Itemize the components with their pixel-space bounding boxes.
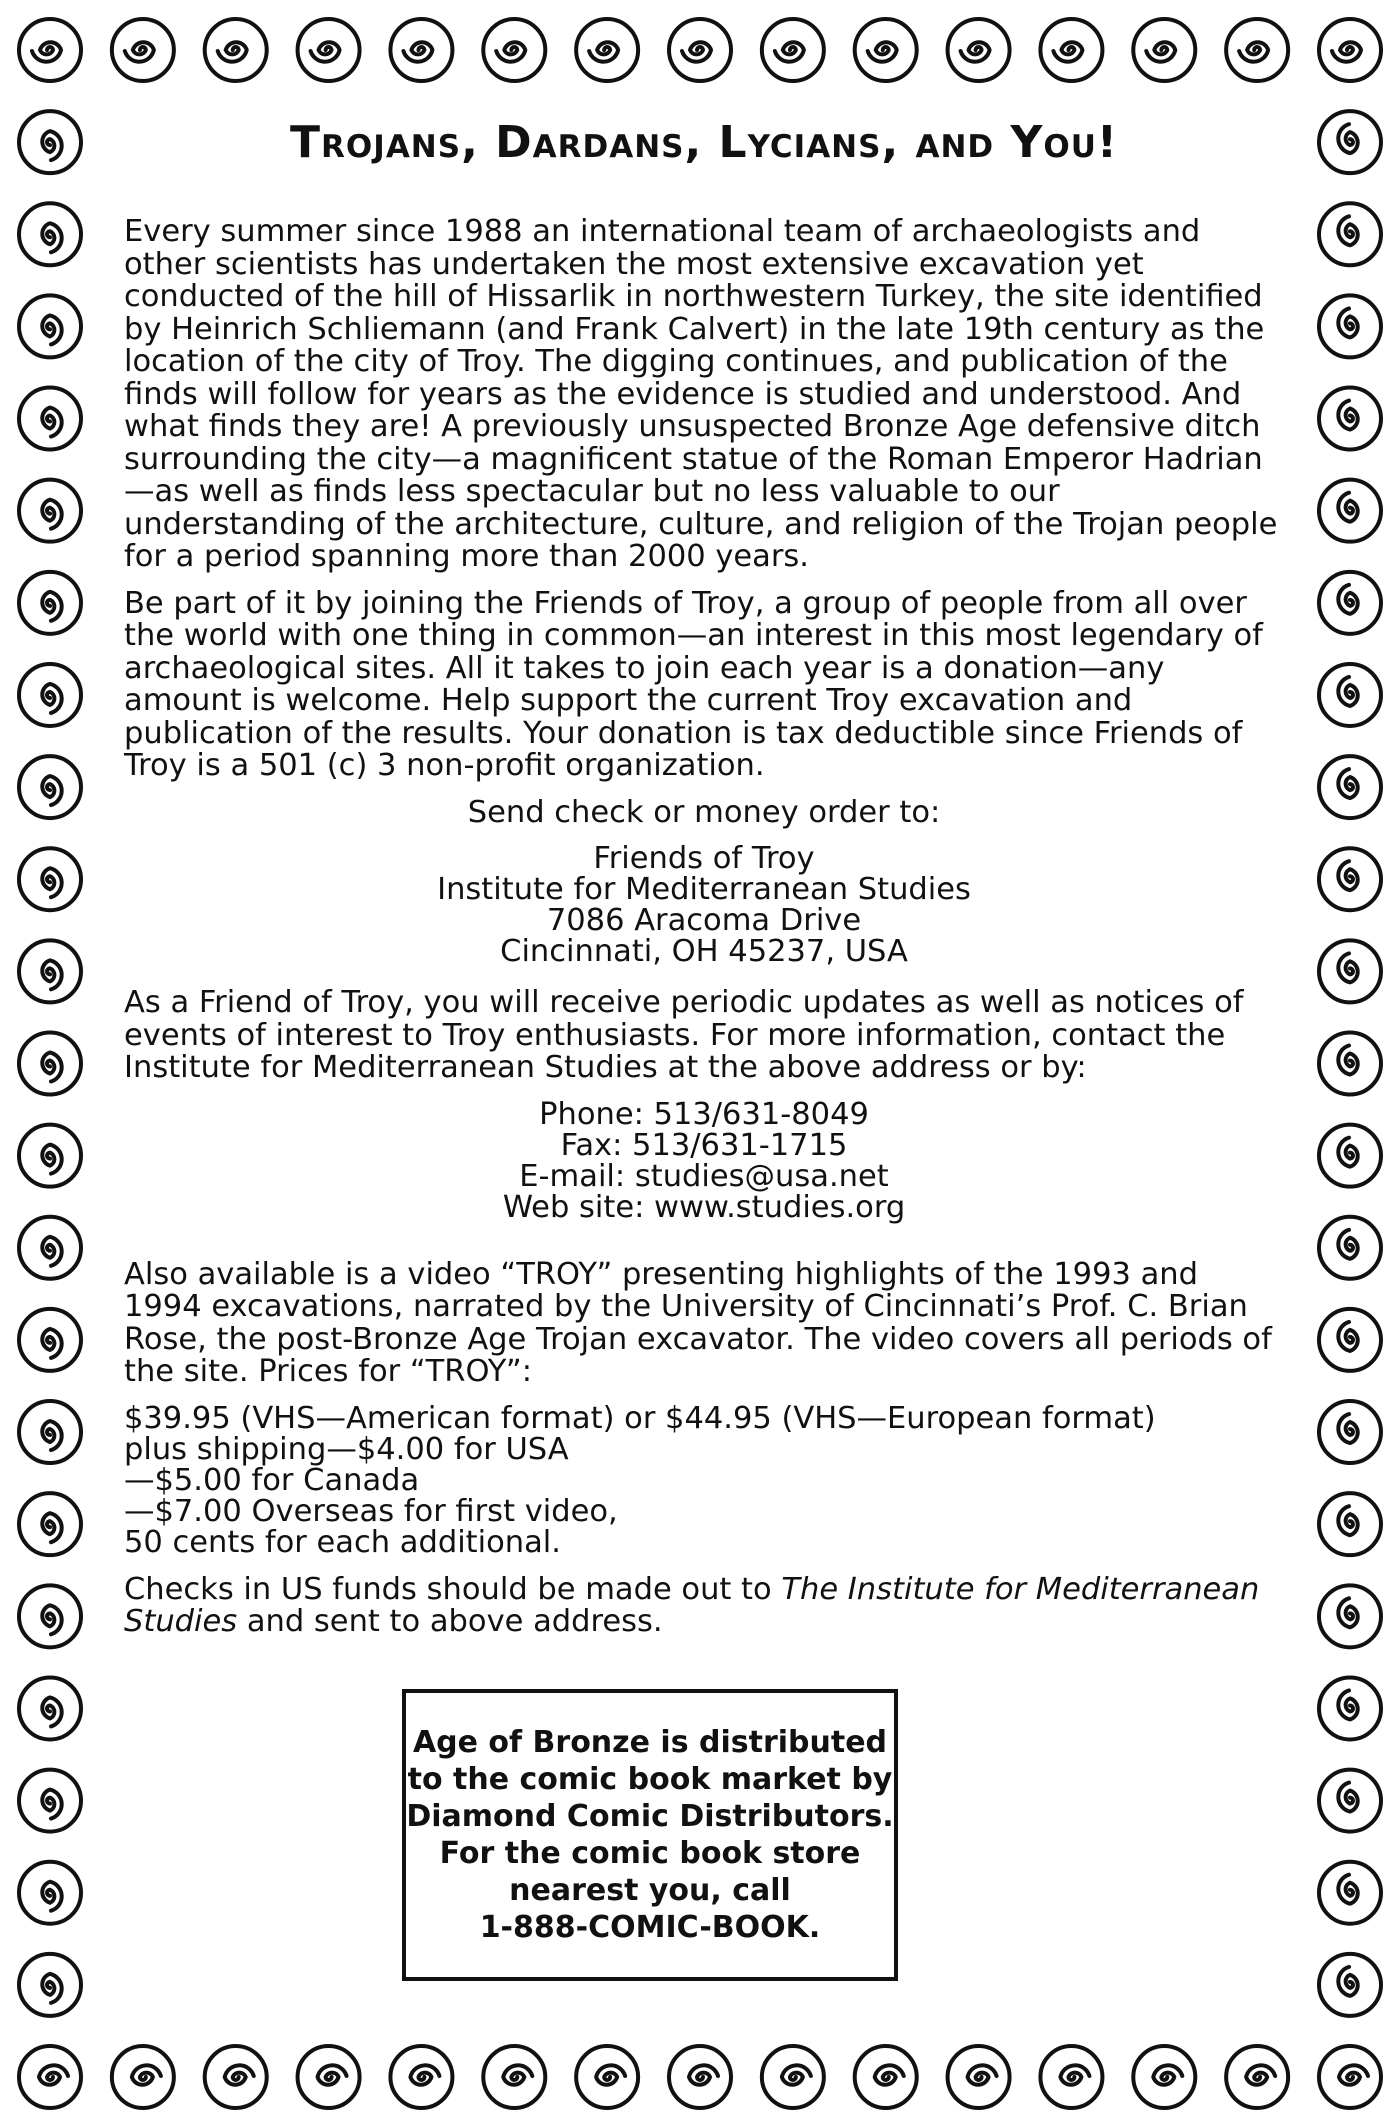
email-line: E-mail: studies@usa.net bbox=[519, 1158, 889, 1194]
spiral-wave-icon bbox=[19, 295, 81, 357]
spiral-wave-icon bbox=[19, 1033, 81, 1095]
spiral-wave-icon bbox=[1319, 1309, 1381, 1371]
spiral-wave-icon bbox=[298, 19, 360, 81]
spiral-wave-icon bbox=[390, 2046, 452, 2108]
spiral-wave-icon bbox=[576, 19, 638, 81]
spiral-wave-icon bbox=[1319, 1217, 1381, 1279]
contact-info bbox=[124, 1096, 1284, 1225]
spiral-wave-icon bbox=[1319, 480, 1381, 542]
join-paragraph: Be part of it by joining the Friends of Troy, a group of people from all over the world with one thing in common—an interest in this most legendary of archaeological sites. All it takes to join each year is a donation—any amount is welcome. Help support the current Troy excavation and publication of the results. Your donation is tax deductible since Friends of Troy is a 501 (c) 3 non-profit organization. bbox=[124, 585, 1263, 783]
spiral-wave-icon bbox=[1319, 848, 1381, 910]
spiral-wave-icon bbox=[112, 2046, 174, 2108]
spiral-wave-icon bbox=[1319, 940, 1381, 1002]
fax-line: Fax: 513/631-1715 bbox=[560, 1127, 848, 1163]
spiral-wave-icon bbox=[205, 19, 267, 81]
spiral-wave-icon bbox=[1319, 1401, 1381, 1463]
spiral-wave-icon bbox=[1319, 295, 1381, 357]
website-line: Web site: www.studies.org bbox=[502, 1189, 906, 1225]
spiral-wave-icon bbox=[19, 1954, 81, 2016]
spiral-wave-icon bbox=[19, 1585, 81, 1647]
spiral-wave-icon bbox=[483, 2046, 545, 2108]
spiral-wave-icon bbox=[1319, 1493, 1381, 1555]
spiral-wave-icon bbox=[1319, 2046, 1381, 2108]
spiral-wave-icon bbox=[1319, 756, 1381, 818]
distribution-box bbox=[402, 1689, 898, 1981]
price-line: plus shipping—$4.00 for USA bbox=[124, 1431, 569, 1467]
spiral-wave-icon bbox=[1319, 19, 1381, 81]
promo-line: Age of Bronze is distributed bbox=[412, 1725, 888, 1760]
spiral-wave-icon bbox=[762, 2046, 824, 2108]
mailing-address bbox=[124, 843, 1284, 967]
spiral-wave-icon bbox=[1319, 1862, 1381, 1924]
spiral-wave-icon bbox=[483, 19, 545, 81]
spiral-wave-icon bbox=[19, 203, 81, 265]
spiral-wave-icon bbox=[19, 388, 81, 450]
spiral-wave-icon bbox=[1319, 1585, 1381, 1647]
spiral-wave-icon bbox=[1319, 664, 1381, 726]
spiral-wave-icon bbox=[669, 19, 731, 81]
checks-paragraph bbox=[124, 1571, 1284, 1639]
price-line: —$5.00 for Canada bbox=[124, 1462, 420, 1498]
spiral-wave-icon bbox=[1319, 572, 1381, 634]
spiral-wave-icon bbox=[19, 480, 81, 542]
address-line: Friends of Troy bbox=[593, 841, 815, 876]
spiral-wave-icon bbox=[19, 1401, 81, 1463]
spiral-wave-icon bbox=[1319, 203, 1381, 265]
intro-paragraph: Every summer since 1988 an international team of archaeologists and other scientists has undertaken the most extensive excavation yet conducted of the hill of Hissarlik in northwestern Turkey, the site identified by Heinrich Schliemann (and Frank Calvert) in the late 19th century as the location of the city of Troy. The digging continues, and publication of the finds will follow for years as the evidence is studied and understood. And what finds they are! A previously unsuspected Bronze Age defensive ditch surrounding the city—a magnificent statue of the Roman Emperor Hadrian—as well as finds less spectacular but no less valuable to our understanding of the architecture, culture, and religion of the Trojan people for a period spanning more than 2000 years. bbox=[124, 214, 1278, 574]
promo-line: For the comic book store bbox=[439, 1836, 861, 1871]
spiral-wave-icon bbox=[1226, 19, 1288, 81]
send-instruction: Send check or money order to: bbox=[467, 794, 941, 830]
spiral-wave-icon bbox=[19, 1770, 81, 1832]
flyer-content bbox=[124, 118, 1284, 1653]
spiral-wave-icon bbox=[1133, 2046, 1195, 2108]
spiral-wave-icon bbox=[205, 2046, 267, 2108]
spiral-wave-icon bbox=[1040, 19, 1102, 81]
spiral-wave-icon bbox=[1319, 1677, 1381, 1739]
phone-line: Phone: 513/631-8049 bbox=[539, 1096, 869, 1132]
spiral-wave-icon bbox=[1319, 1770, 1381, 1832]
price-line: 50 cents for each additional. bbox=[124, 1524, 561, 1560]
spiral-wave-icon bbox=[19, 664, 81, 726]
spiral-wave-icon bbox=[19, 2046, 81, 2108]
spiral-wave-icon bbox=[298, 2046, 360, 2108]
institute-name: The Institute for Mediterranean Studies bbox=[124, 1571, 1260, 1639]
spiral-wave-icon bbox=[1319, 1954, 1381, 2016]
spiral-wave-icon bbox=[1040, 2046, 1102, 2108]
price-line: —$7.00 Overseas for first video, bbox=[124, 1493, 618, 1529]
spiral-wave-icon bbox=[19, 19, 81, 81]
spiral-wave-icon bbox=[762, 19, 824, 81]
checks-suffix: and sent to above address. bbox=[237, 1604, 663, 1639]
page-title: Trojans, Dardans, Lycians, and You! bbox=[290, 117, 1118, 168]
spiral-wave-icon bbox=[19, 1309, 81, 1371]
promo-line: Diamond Comic Distributors. bbox=[406, 1799, 894, 1834]
spiral-wave-icon bbox=[19, 940, 81, 1002]
distribution-text bbox=[406, 1724, 893, 1946]
price-line: $39.95 (VHS—American format) or $44.95 (VHS—European format) bbox=[124, 1400, 1156, 1436]
spiral-wave-icon bbox=[19, 1677, 81, 1739]
checks-prefix: Checks in US funds should be made out to bbox=[124, 1571, 782, 1607]
promo-line: to the comic book market by bbox=[407, 1762, 893, 1797]
spiral-wave-icon bbox=[19, 756, 81, 818]
spiral-wave-icon bbox=[1319, 111, 1381, 173]
spiral-wave-icon bbox=[1319, 1033, 1381, 1095]
spiral-wave-icon bbox=[855, 2046, 917, 2108]
spiral-wave-icon bbox=[1319, 1125, 1381, 1187]
spiral-wave-icon bbox=[1133, 19, 1195, 81]
spiral-wave-icon bbox=[576, 2046, 638, 2108]
promo-line: 1-888-COMIC-BOOK. bbox=[479, 1910, 821, 1945]
spiral-wave-icon bbox=[669, 2046, 731, 2108]
video-paragraph: Also available is a video “TROY” presenting highlights of the 1993 and 1994 excavations, narrated by the University of Cincinnati’s Prof. C. Brian Rose, the post-Bronze Age Trojan excavator. The video covers all periods of the site. Prices for “TROY”: bbox=[124, 1256, 1272, 1389]
spiral-wave-icon bbox=[1226, 2046, 1288, 2108]
spiral-wave-icon bbox=[19, 1862, 81, 1924]
spiral-wave-icon bbox=[19, 572, 81, 634]
spiral-wave-icon bbox=[19, 1125, 81, 1187]
friend-paragraph: As a Friend of Troy, you will receive periodic updates as well as notices of events of interest to Troy enthusiasts. For more information, contact the Institute for Mediterranean Studies at the above address or by: bbox=[124, 985, 1244, 1085]
spiral-wave-icon bbox=[19, 111, 81, 173]
promo-line: nearest you, call bbox=[509, 1873, 791, 1908]
address-line: 7086 Aracoma Drive bbox=[546, 903, 862, 938]
spiral-wave-icon bbox=[19, 1217, 81, 1279]
spiral-wave-icon bbox=[19, 848, 81, 910]
price-list bbox=[124, 1400, 1284, 1560]
spiral-wave-icon bbox=[112, 19, 174, 81]
spiral-wave-icon bbox=[390, 19, 452, 81]
address-line: Cincinnati, OH 45237, USA bbox=[500, 934, 908, 969]
address-line: Institute for Mediterranean Studies bbox=[437, 872, 971, 907]
spiral-wave-icon bbox=[1319, 388, 1381, 450]
spiral-wave-icon bbox=[948, 2046, 1010, 2108]
spiral-wave-icon bbox=[19, 1493, 81, 1555]
spiral-wave-icon bbox=[948, 19, 1010, 81]
spiral-wave-icon bbox=[855, 19, 917, 81]
